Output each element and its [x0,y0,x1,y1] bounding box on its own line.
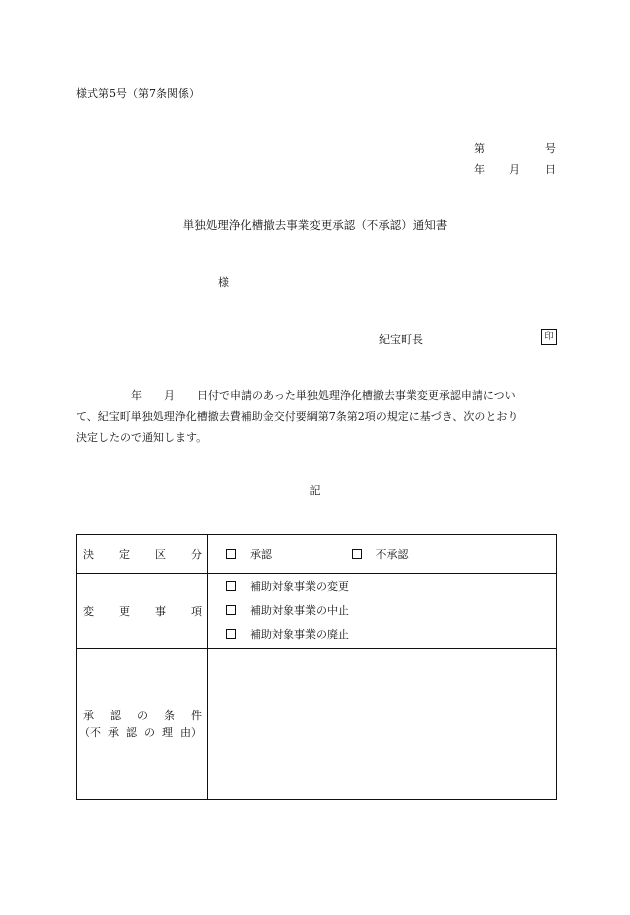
checkbox-icon[interactable] [352,549,362,559]
body-line: 決定したので通知します。 [76,431,208,444]
document-title: 単独処理浄化槽撤去事業変更承認（不承認）通知書 [182,218,448,232]
change-option-abolish[interactable]: 補助対象事業の廃止 [208,623,556,647]
body-line: て、紀宝町単独処理浄化槽撤去費補助金交付要綱第7条第2項の規定に基づき、次のとおり [76,410,519,423]
doc-number-prefix: 第 [474,142,485,155]
checkbox-icon[interactable] [226,629,236,639]
date-year: 年 [474,163,485,176]
decision-table [76,534,557,800]
seal-mark: 印 [541,329,557,345]
issuer-name: 紀宝町長 [379,333,423,346]
date-month: 月 [509,163,520,176]
change-option-suspend[interactable]: 補助対象事業の中止 [208,599,556,623]
change-row [77,574,557,649]
change-label-cell [77,574,208,649]
condition-label-cell [77,649,208,800]
condition-label: 承 認 の 条 件 [83,709,202,722]
change-option-modify[interactable]: 補助対象事業の変更 [208,575,556,599]
condition-content-cell[interactable] [208,649,557,800]
ki-heading: 記 [309,484,321,497]
checkbox-icon[interactable] [226,581,236,591]
decision-label-cell [77,535,208,574]
decision-label: 決 定 区 分 [83,548,202,561]
condition-row [77,649,557,800]
form-number: 様式第5号（第7条関係） [76,87,200,100]
disapprove-option[interactable]: 不承認 [352,548,409,561]
disapproval-reason-label: （不 承 認 の 理 由） [79,726,202,739]
change-options-cell [208,574,557,649]
change-label: 変 更 事 項 [83,605,202,618]
notice-body [76,385,558,448]
decision-row [77,535,557,574]
approve-option[interactable]: 承認 [226,548,272,561]
addressee-suffix: 様 [218,276,229,289]
body-line: 年 月 日付で申請のあった単独処理浄化槽撤去事業変更承認申請につい [76,389,516,402]
doc-number-suffix: 号 [545,142,556,155]
checkbox-icon[interactable] [226,605,236,615]
checkbox-icon[interactable] [226,549,236,559]
decision-options-cell [208,535,557,574]
date-day: 日 [545,163,556,176]
